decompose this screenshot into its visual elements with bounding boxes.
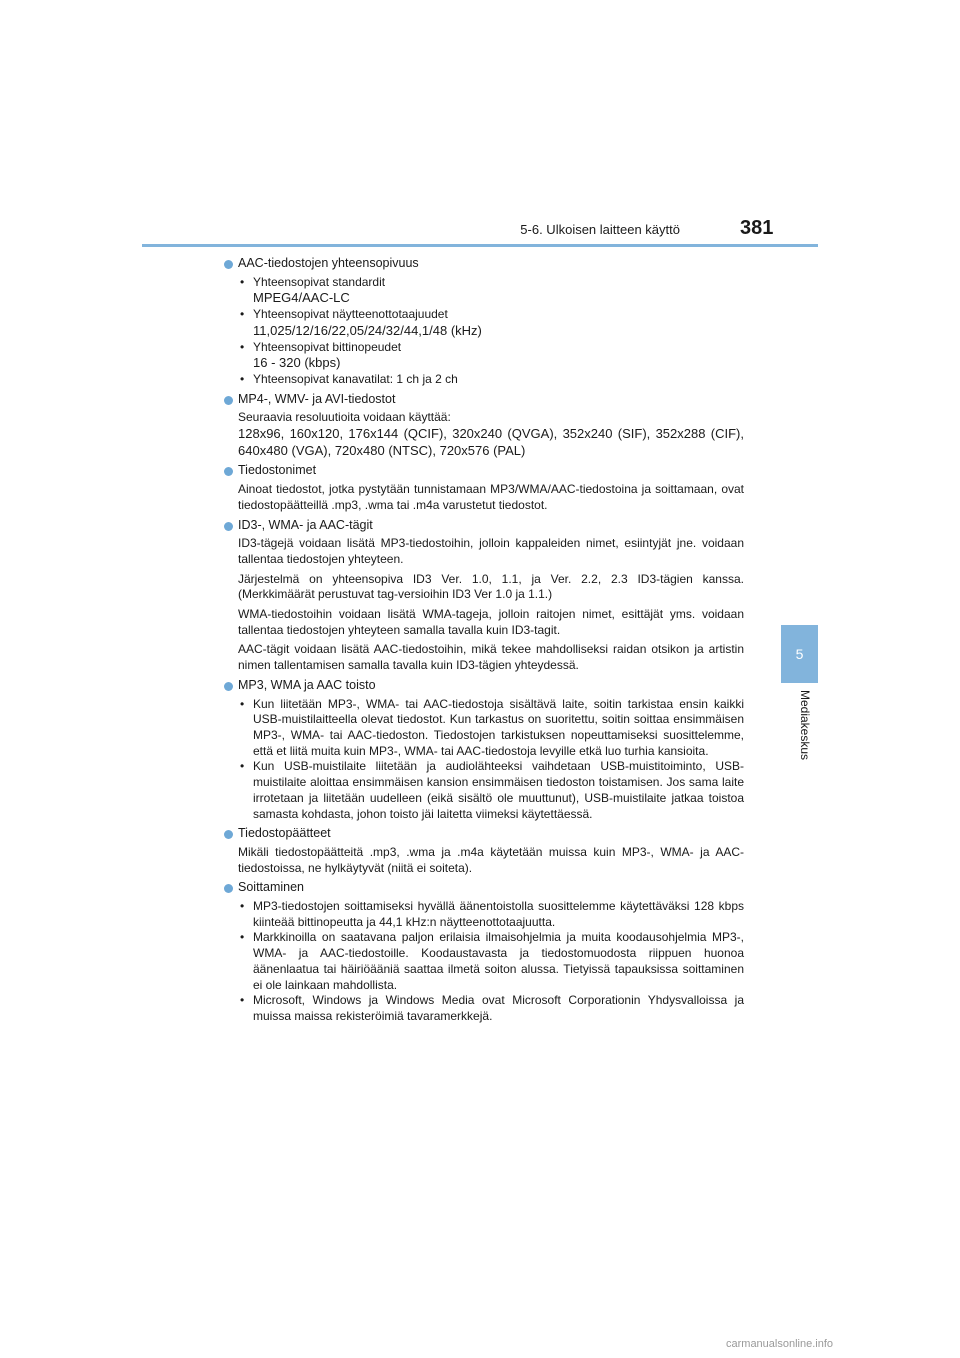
bullet-dot-icon: • [240, 371, 245, 386]
chapter-side-label: Mediakeskus [798, 690, 812, 761]
bullet-dot-icon: • [240, 339, 245, 354]
section-title: Tiedostonimet [238, 463, 317, 478]
section-extensions [224, 826, 744, 876]
paragraph: ID3-tägejä voidaan lisätä MP3-tiedostoihin, jolloin kappaleiden nimet, esiintyjät jne. voidaan tallentaa tiedostojen yhteyteen. [238, 536, 744, 566]
intro-text: Seuraavia resoluutioita voidaan käyttää: [238, 410, 451, 425]
item-label: Yhteensopivat bittinopeudet [253, 339, 402, 354]
bullet-dot-icon: • [240, 274, 245, 289]
item-label: Yhteensopivat näytteenottotaajuudet [253, 307, 448, 322]
list-item [238, 759, 744, 822]
section-filenames [224, 463, 744, 513]
bullet-dot-icon: • [240, 930, 245, 945]
paragraph [238, 410, 744, 459]
bullet-dot-icon: • [240, 307, 245, 322]
list-item [238, 697, 744, 760]
item-value: MPEG4/AAC-LC [253, 290, 350, 306]
item-text: MP3-tiedostojen soittamiseksi hyvällä äänentoistolla suosittelemme käytettäväksi 128 kbps kiinteää bittinopeutta ja 44,1 kHz:n näytteenottotaajuutta. [253, 899, 744, 929]
page-content [224, 256, 744, 1029]
section-tags [224, 518, 744, 674]
bullet-dot-icon: • [240, 899, 245, 914]
paragraph: WMA-tiedostoihin voidaan lisätä WMA-tageja, jolloin raitojen nimet, esittäjät yms. voidaan tallentaa tiedostojen yhteyteen samalla tavalla kuin ID3-tagit. [238, 607, 744, 637]
watermark: carmanualsonline.info [726, 1338, 834, 1350]
item-label: Yhteensopivat kanavatilat: 1 ch ja 2 ch [253, 371, 458, 386]
list-item [238, 930, 744, 993]
section-title: ID3-, WMA- ja AAC-tägit [238, 517, 373, 532]
item-text: Microsoft, Windows ja Windows Media ovat Microsoft Corporationin Yhdysvalloissa ja muissa maissa rekisteröimiä tavaramerkkejä. [253, 993, 744, 1023]
section-title: AAC-tiedostojen yhteensopivuus [238, 256, 419, 270]
list-item [238, 372, 744, 388]
paragraph: Järjestelmä on yhteensopiva ID3 Ver. 1.0, 1.1, ja Ver. 2.2, 2.3 ID3-tägien kanssa. (Merkkimäärät perustuvat tag-versioihin ID3 Ver 1.0 ja 1.1.) [238, 571, 744, 602]
list-item [238, 307, 744, 339]
list-item [238, 340, 744, 372]
section-playback [224, 678, 744, 822]
item-text: Kun liitetään MP3-, WMA- tai AAC-tiedostoja sisältävä laite, soitin tarkistaa ensin kaikki USB-muistilaitteella olevat tiedostot. Kun tarkastus on suoritettu, soitin soittaa ensimmäisen MP3-, WMA- tai AAC-tiedoston. Tiedostojen tarkistuksen nopeuttamiseksi suosittelemme, että et liitä muita kuin MP3-, WMA- tai AAC-tiedostoja levyille etkä luo turhia kansioita. [253, 696, 744, 758]
spec-list [238, 275, 744, 388]
item-text: Markkinoilla on saatavana paljon erilaisia ilmaisohjelmia ja muita koodausohjelmia MP3-, WMA- ja AAC-tiedostoille. Koodaustavasta ja tiedostomuodosta riippuen huonoa äänenlaatua tai häiriöääniä saattaa ilmetä soiton alussa. Tietyissä tapauksissa soittaminen ei ole lainkaan mahdollista. [253, 930, 744, 992]
list-item [238, 899, 744, 930]
bullet-dot-icon: • [240, 696, 245, 711]
header-divider [142, 244, 818, 247]
bullet-icon [224, 467, 233, 476]
page-number: 381 [740, 217, 774, 239]
playback-list [238, 697, 744, 823]
item-value: 16 - 320 (kbps) [253, 355, 341, 371]
section-playing [224, 880, 744, 1024]
list-item [238, 275, 744, 307]
chapter-tab: 5 [781, 625, 818, 683]
paragraph: Ainoat tiedostot, jotka pystytään tunnistamaan MP3/WMA/AAC-tiedostoina ja soittamaan, ovat tiedostopäätteillä .mp3, .wma tai .m4a varustetut tiedostot. [238, 482, 744, 512]
bullet-icon [224, 884, 233, 893]
paragraph: Mikäli tiedostopäätteitä .mp3, .wma ja .m4a käytetään muissa kuin MP3-, WMA- ja AAC-tiedostoissa, ne hylkäytyvät (niitä ei soiteta). [238, 844, 744, 875]
section-title: Tiedostopäätteet [238, 826, 331, 841]
section-title: Soittaminen [238, 880, 305, 895]
chapter-title: 5-6. Ulkoisen laitteen käyttö [520, 222, 680, 237]
bullet-dot-icon: • [240, 759, 245, 774]
bullet-icon [224, 396, 233, 405]
item-label: Yhteensopivat standardit [253, 274, 386, 289]
resolution-list: 128x96, 160x120, 176x144 (QCIF), 320x240 (QVGA), 352x240 (SIF), 352x288 (CIF), 640x480 (VGA), 720x480 (NTSC), 720x576 (PAL) [238, 426, 744, 458]
section-title: MP3, WMA ja AAC toisto [238, 677, 376, 692]
bullet-icon [224, 260, 233, 269]
bullet-icon [224, 522, 233, 531]
section-title: MP4-, WMV- ja AVI-tiedostot [238, 391, 396, 406]
item-value: 11,025/12/16/22,05/24/32/44,1/48 (kHz) [253, 322, 482, 338]
playing-list [238, 899, 744, 1025]
paragraph: AAC-tägit voidaan lisätä AAC-tiedostoihin, mikä tekee mahdolliseksi raidan otsikon ja artistin nimen tallentamisen samalla tavalla kuin ID3-tägien yhteydessä. [238, 642, 744, 673]
section-mp4 [224, 392, 744, 460]
bullet-icon [224, 682, 233, 691]
item-text: Kun USB-muistilaite liitetään ja audiolähteeksi vaihdetaan USB-muistitoiminto, USB-muistilaite aloittaa ensimmäisen kansion ensimmäisen tiedoston toistamisen. Jos sama laite irrotetaan ja liitetään uudelleen (eikä sisältö ole muuttunut), USB-muistilaite jatkaa toistoa samasta kohdasta, johon toisto jäi laitetta viimeksi käytettäessä. [253, 759, 744, 821]
bullet-icon [224, 830, 233, 839]
list-item [238, 993, 744, 1024]
bullet-dot-icon: • [240, 993, 245, 1008]
section-aac [224, 256, 744, 388]
